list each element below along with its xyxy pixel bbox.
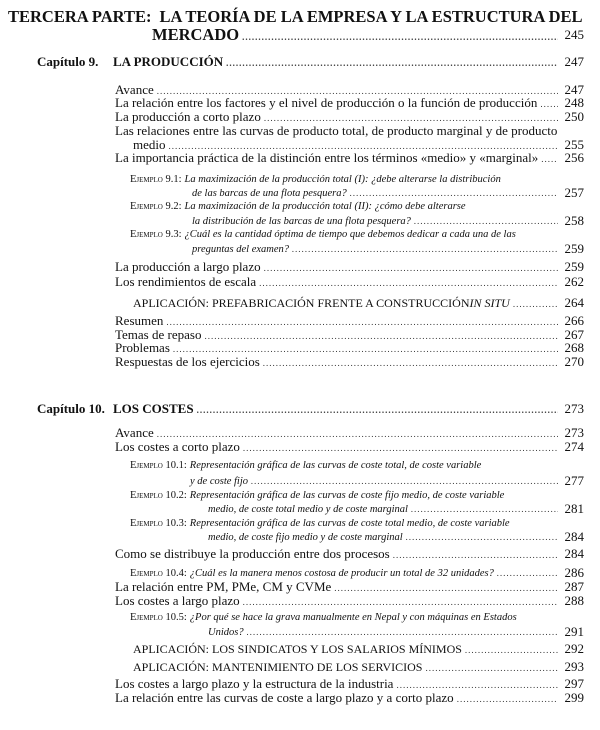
page-number: 277: [564, 473, 584, 488]
entry-text: APLICACIÓN: LOS SINDICATOS Y LOS SALARIOS MÍNIMOS: [133, 642, 462, 656]
entry-text: Representación gráfica de las curvas de coste fijo medio, de coste variable: [189, 490, 505, 501]
leader-dots: [247, 624, 558, 640]
page-number: 256: [564, 150, 584, 165]
entry-text: Avance: [115, 82, 154, 97]
toc-entry: [115, 439, 558, 455]
leader-dots: [243, 594, 558, 610]
toc-entry: [115, 354, 558, 370]
page-number: 255: [564, 137, 584, 152]
leader-dots: [513, 296, 558, 312]
example-entry: [208, 501, 558, 517]
leader-dots: [259, 275, 558, 291]
example-label: Ejemplo 9.1:: [130, 174, 182, 185]
entry-text: Unidos?: [208, 627, 244, 638]
leader-dots: [242, 29, 558, 45]
toc-line: [152, 27, 558, 43]
part-label: TERCERA PARTE:: [8, 7, 152, 26]
toc-entry: [115, 546, 558, 562]
example-entry: [190, 473, 558, 489]
page-number: 259: [564, 259, 584, 274]
entry-text: La maximización de la producción total (II): ¿cómo debe alterarse: [184, 201, 466, 212]
entry-text: Los costes a largo plazo: [115, 593, 240, 608]
example-label: Ejemplo 9.3:: [130, 229, 182, 240]
page-number: 274: [564, 439, 584, 454]
chapter-title: LA PRODUCCIÓN: [113, 54, 224, 69]
entry-text: y de coste fijo: [190, 476, 249, 487]
leader-dots: [251, 473, 558, 489]
entry-text: de las barcas de una flota pesquera?: [192, 188, 347, 199]
example-label: Ejemplo 10.5:: [130, 612, 187, 623]
example-entry: [192, 241, 558, 257]
page-number: 247: [564, 54, 584, 69]
entry-text: La relación entre PM, PMe, CM y CVMe: [115, 579, 332, 594]
chapter-label: Capítulo 9.: [37, 54, 99, 69]
entry-text: La producción a largo plazo: [115, 259, 261, 274]
part-title-line1: LA TEORÍA DE LA EMPRESA Y LA ESTRUCTURA DEL: [159, 7, 583, 26]
leader-dots: [406, 529, 558, 545]
toc-entry: [115, 274, 558, 290]
page-number: 292: [564, 641, 584, 656]
page-number: 257: [564, 185, 584, 200]
page-number: 259: [564, 241, 584, 256]
entry-text: Los costes a corto plazo: [115, 439, 240, 454]
page-number: 262: [564, 274, 584, 289]
entry-text: Los costes a largo plazo y la estructura de la industria: [115, 676, 394, 691]
leader-dots: [243, 440, 558, 456]
entry-text: Los rendimientos de escala: [115, 274, 257, 289]
leader-dots: [411, 501, 558, 517]
toc-entry: [115, 259, 558, 275]
entry-text: APLICACIÓN: MANTENIMIENTO DE LOS SERVICIOS: [133, 660, 423, 674]
entry-text: medio, de coste fijo medio y de coste marginal: [208, 532, 403, 543]
example-label: Ejemplo 10.1:: [130, 460, 187, 471]
page-number: 273: [564, 401, 584, 416]
application-entry: [133, 295, 558, 311]
toc-line: [37, 401, 105, 417]
leader-dots: [292, 241, 558, 257]
page-number: 297: [564, 676, 584, 691]
leader-dots: [263, 355, 558, 371]
leader-dots: [541, 151, 558, 167]
entry-text: ¿Cuál es la manera menos costosa de producir un total de 32 unidades?: [189, 568, 494, 579]
page-number: 287: [564, 579, 584, 594]
entry-text: La producción a corto plazo: [115, 109, 261, 124]
chapter-heading: [113, 54, 558, 70]
page-number: 247: [564, 82, 584, 97]
entry-text: Resumen: [115, 313, 164, 328]
entry-text: Problemas: [115, 340, 170, 355]
entry-text: medio, de coste total medio y de coste marginal: [208, 504, 408, 515]
page-number: 273: [564, 425, 584, 440]
entry-text: La importancia práctica de la distinción entre los términos «medio» y «marginal»: [115, 150, 539, 165]
entry-text: APLICACIÓN: PREFABRICACIÓN FRENTE A CONSTRUCCIÓN: [133, 296, 470, 310]
entry-text: Temas de repaso: [115, 327, 202, 342]
entry-text: Representación gráfica de las curvas de coste total medio, de coste variable: [189, 518, 510, 529]
leader-dots: [226, 55, 558, 71]
chapter-label: Capítulo 10.: [37, 401, 105, 416]
toc-entry: [115, 690, 558, 706]
example-entry: [208, 529, 558, 545]
entry-text: ¿Cuál es la cantidad óptima de tiempo que debemos dedicar a cada una de las: [184, 229, 516, 240]
entry-italic: IN SITU: [469, 296, 510, 310]
example-label: Ejemplo 10.3:: [130, 518, 187, 529]
leader-dots: [393, 547, 558, 563]
entry-text: Representación gráfica de las curvas de coste total, de coste variable: [189, 460, 482, 471]
entry-text: preguntas del examen?: [192, 244, 290, 255]
page-number: 270: [564, 354, 584, 369]
page-number: 258: [564, 213, 584, 228]
page-number: 281: [564, 501, 584, 516]
example-label: Ejemplo 10.4:: [130, 568, 187, 579]
page-number: 288: [564, 593, 584, 608]
entry-text: La relación entre las curvas de coste a largo plazo y a corto plazo: [115, 690, 454, 705]
example-label: Ejemplo 9.2:: [130, 201, 182, 212]
example-entry: [208, 624, 558, 640]
toc-line: [37, 54, 98, 70]
leader-dots: [197, 402, 558, 418]
page-number: 264: [564, 295, 584, 310]
page-number: 291: [564, 624, 584, 639]
entry-text: La maximización de la producción total (I): ¿debe alterarse la distribución: [184, 174, 501, 185]
entry-text: Respuestas de los ejercicios: [115, 354, 260, 369]
page-number: 245: [564, 27, 584, 42]
entry-text: medio: [133, 137, 166, 152]
page-number: 284: [564, 529, 584, 544]
page-number: 299: [564, 690, 584, 705]
page-number: 248: [564, 95, 584, 110]
example-label: Ejemplo 10.2:: [130, 490, 187, 501]
entry-text: Las relaciones entre las curvas de producto total, de producto marginal y de producto: [115, 123, 558, 138]
page-number: 267: [564, 327, 584, 342]
entry-text: ¿Por qué se hace la grava manualmente en Nepal y con máquinas en Estados: [189, 612, 517, 623]
entry-text: La relación entre los factores y el nivel de producción o la función de producción: [115, 95, 538, 110]
toc-entry: [115, 150, 558, 166]
entry-text: Como se distribuye la producción entre dos procesos: [115, 546, 390, 561]
page-number: 266: [564, 313, 584, 328]
page-number: 250: [564, 109, 584, 124]
chapter-heading: [113, 401, 558, 417]
chapter-title: LOS COSTES: [113, 401, 194, 416]
toc-entry: [115, 593, 558, 609]
entry-text: Avance: [115, 425, 154, 440]
application-entry: [133, 659, 558, 675]
page-number: 284: [564, 546, 584, 561]
entry-text: la distribución de las barcas de una flota pesquera?: [192, 216, 411, 227]
leader-dots: [457, 691, 558, 707]
toc-line: [8, 9, 583, 25]
application-entry: [133, 641, 558, 657]
example-entry: [130, 458, 481, 474]
part-title-line2: MERCADO: [152, 25, 240, 44]
page-number: 293: [564, 659, 584, 674]
leader-dots: [425, 660, 558, 676]
page-number: 286: [564, 565, 584, 580]
page-number: 268: [564, 340, 584, 355]
leader-dots: [465, 642, 558, 658]
